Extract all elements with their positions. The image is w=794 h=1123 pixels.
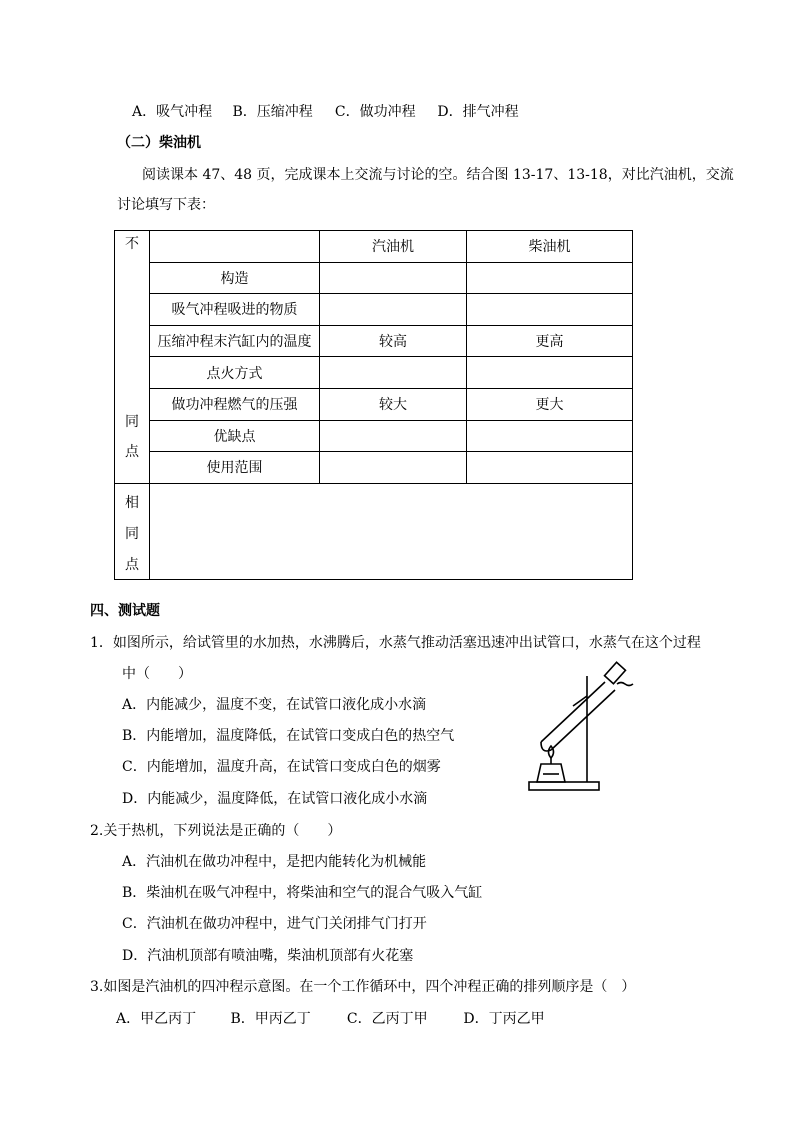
q1-option-c: C．内能增加，温度升高，在试管口变成白色的烟雾 (122, 759, 441, 775)
row-label: 做功冲程燃气的压强 (150, 388, 320, 420)
q2-option-b: B．柴油机在吸气冲程中，将柴油和空气的混合气吸入气缸 (122, 885, 483, 901)
diesel-cell[interactable] (467, 420, 633, 452)
row-label: 构造 (150, 262, 320, 294)
diff-char-2: 同 (125, 414, 139, 430)
row-label: 优缺点 (150, 420, 320, 452)
diff-char-1: 不 (125, 236, 139, 252)
q1-stem-line-1: 1．如图所示，给试管里的水加热，水沸腾后，水蒸气推动活塞迅速冲出试管口，水蒸气在这个过程 (90, 635, 701, 651)
gasoline-cell[interactable]: 较高 (320, 325, 467, 357)
section-heading-test: 四、测试题 (90, 603, 160, 619)
gasoline-cell[interactable] (320, 294, 467, 326)
diff-label-cell (115, 231, 150, 484)
gasoline-cell[interactable] (320, 452, 467, 484)
gasoline-cell[interactable]: 较大 (320, 388, 467, 420)
option-a: A．吸气冲程 (132, 104, 213, 120)
q3-option-a: A．甲乙丙丁 (116, 1011, 197, 1027)
same-char-3: 点 (125, 556, 139, 573)
q2-option-d: D．汽油机顶部有喷油嘴，柴油机顶部有火花塞 (122, 948, 414, 964)
header-diesel: 柴油机 (467, 231, 633, 263)
q2-option-c: C．汽油机在做功冲程中，进气门关闭排气门打开 (122, 916, 427, 932)
gasoline-cell[interactable] (320, 357, 467, 389)
table-row (115, 420, 633, 452)
diesel-cell[interactable] (467, 262, 633, 294)
q3-option-b: B．甲丙乙丁 (230, 1011, 311, 1027)
table-row (115, 357, 633, 389)
section-heading-diesel: （二）柴油机 (117, 135, 201, 151)
diff-char-3: 点 (125, 444, 139, 460)
table-row (115, 452, 633, 484)
diesel-cell[interactable]: 更高 (467, 325, 633, 357)
alcohol-lamp (537, 764, 565, 782)
same-content-cell[interactable] (150, 483, 633, 579)
intro-line-1: 阅读课本 47、48 页，完成课本上交流与讨论的空。结合图 13-17、13-18，对比汽油机，交流 (142, 167, 734, 183)
q2-stem: 2.关于热机，下列说法是正确的（ ） (90, 823, 342, 839)
gasoline-cell[interactable] (320, 262, 467, 294)
stopper (605, 662, 626, 683)
row-label: 使用范围 (150, 452, 320, 484)
test-tube-apparatus-figure (527, 654, 637, 794)
option-d: D．排气冲程 (437, 104, 519, 120)
header-gasoline: 汽油机 (320, 231, 467, 263)
q3-option-d: D．丁丙乙甲 (463, 1011, 545, 1027)
diesel-cell[interactable] (467, 294, 633, 326)
table-row (115, 262, 633, 294)
row-label: 点火方式 (150, 357, 320, 389)
diesel-cell[interactable] (467, 357, 633, 389)
table-row (115, 388, 633, 420)
q1-option-d: D．内能减少，温度降低，在试管口液化成小水滴 (122, 791, 428, 807)
table-row (115, 325, 633, 357)
header-empty-cell (150, 231, 320, 263)
q1-stem-line-2: 中（ ） (122, 666, 192, 682)
q3-stem: 3.如图是汽油机的四冲程示意图。在一个工作循环中，四个冲程正确的排列顺序是（ ） (90, 979, 636, 995)
q3-option-c: C．乙丙丁甲 (346, 1011, 428, 1027)
row-label: 压缩冲程末汽缸内的温度 (150, 325, 320, 357)
option-b: B．压缩冲程 (232, 104, 313, 120)
q1-option-b: B．内能增加，温度降低，在试管口变成白色的热空气 (122, 728, 455, 744)
same-char-2: 同 (125, 525, 139, 542)
same-row (115, 483, 633, 579)
same-label-cell (115, 483, 150, 579)
row-label: 吸气冲程吸进的物质 (150, 294, 320, 326)
option-c: C．做功冲程 (334, 104, 416, 120)
table-row (115, 294, 633, 326)
intro-line-2: 讨论填写下表： (117, 197, 215, 213)
prev-question-options (132, 101, 519, 121)
gasoline-cell[interactable] (320, 420, 467, 452)
same-char-1: 相 (125, 494, 139, 511)
q2-option-a: A．汽油机在做功冲程中，是把内能转化为机械能 (122, 854, 427, 870)
stand-base (529, 782, 599, 790)
comparison-table (114, 230, 633, 580)
q3-options (116, 1008, 545, 1028)
diesel-cell[interactable] (467, 452, 633, 484)
q1-option-a: A．内能减少，温度不变，在试管口液化成小水滴 (122, 697, 427, 713)
diesel-cell[interactable]: 更大 (467, 388, 633, 420)
